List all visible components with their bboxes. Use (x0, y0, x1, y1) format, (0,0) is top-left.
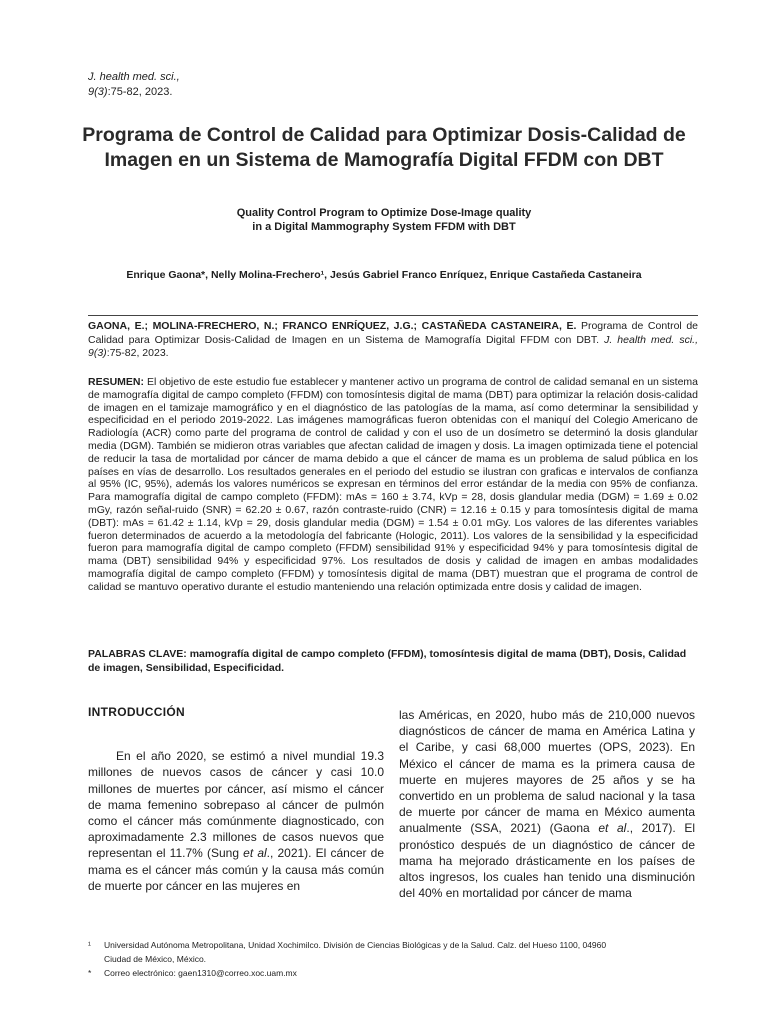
citation-text: Programa de Control de Calidad para Optimizar Dosis-Calidad de Imagen en un Sistema de Mamografía Digital FFDM con DBT. (88, 320, 698, 346)
author-list: Enrique Gaona*, Nelly Molina-Frechero¹, Jesús Gabriel Franco Enríquez, Enrique Castañeda Castaneira (126, 269, 642, 281)
journal-pages-year: :75-82, 2023. (107, 86, 173, 98)
citation-authors: GAONA, E.; MOLINA-FRECHERO, N.; FRANCO ENRÍQUEZ, J.G.; CASTAÑEDA CASTANEIRA, E. (88, 320, 577, 332)
section-heading: INTRODUCCIÓN (88, 705, 185, 719)
english-title (70, 206, 698, 234)
intro-paragraph-left: En el año 2020, se estimó a nivel mundial 19.3 millones de nuevos casos de cáncer y casi 10.0 millones de muertes por cáncer, así mismo el cáncer de mama femenino sobrepaso al cáncer de pulmón como el cáncer más comúnmente diagnosticado, con aproximadamente 2.3 millones de casos nuevos que representan el 11.7% (Sung et al., 2021). El cáncer de mama es el cáncer más común y la causa más común de muerte por cáncer en las mujeres en (88, 749, 384, 893)
citation-tail: :75-82, 2023. (106, 347, 169, 359)
english-title-line-2: in a Digital Mammography System FFDM with DBT (252, 221, 516, 233)
citation (88, 320, 698, 361)
citation-journal: J. health med. sci., 9(3) (88, 333, 698, 359)
abstract-text: El objetivo de este estudio fue establecer y mantener activo un programa de control de calidad semanal en un sistema de mamografía digital de campo completo (FFDM) con tomosíntesis digital de mama (DBT) para optimizar la relación dosis-calidad de imagen en el tamizaje mamográfico y en el diagnóstico de las patologías de la mama, así como determinar la sensibilidad y especificidad en el periodo 2019-2022. Las imágenes mamográficas fueron obtenidas con el maniquí del Colegio Americano de Radiología (ACR) como parte del programa de control de calidad y con el uso de un dosímetro se determinó la dosis glandular media (DGM). También se midieron otras variables que afectan calidad de imagen y dosis. La imagen optimizada tiene el potencial de reducir la tasa de mortalidad por cáncer de mama debido a que el cáncer de mama es un problema de salud pública en los países en vías de desarrollo. Los resultados generales en el periodo del estudio se ilustran con graficas e intervalos de confianza al 95% (IC, 95%), además los valores numéricos se expresan en términos del error estándar de la media con 95% de confianza. Para mamografía digital de campo completo (FFDM): mAs = 160 ± 3.74, kVp = 28, dosis glandular media (DGM) = 1.69 ± 0.02 mGy, razón señal-ruido (SNR) = 62.20 ± 0.67, razón contraste-ruido (CNR) = 12.16 ± 0.15 y para tomosíntesis digital de mama (DBT): mAs = 61.42 ± 1.14, kVp = 29, dosis glandular media (DGM) = 1.54 ± 0.01 mGy. Los valores de las diferentes variables fueron determinados de acuerdo a la metodología del fabricante (Hologic, 2011). Los valores de la sensibilidad y la especificidad fueron para mamografía digital de campo completo (FFDM) sensibilidad 91% y especificidad 94% y para tomosíntesis digital de mama (DBT) sensibilidad 94% y especificidad 97%. Los resultados de dosis y calidad de imagen en ambas modalidades mamografía digital de campo completo (FFDM) y tomosíntesis digital de mama (DBT) muestran que el programa de control de calidad se mantuvo operativo durante el estudio manteniendo una relación optimizada entre dosis y calidad de imagen. (88, 376, 698, 593)
footnote-mark: ¹ (88, 940, 91, 950)
abstract (88, 376, 698, 594)
column-left (88, 704, 384, 894)
english-title-line-1: Quality Control Program to Optimize Dose-Image quality (236, 207, 532, 219)
journal-reference (88, 70, 180, 100)
keywords: PALABRAS CLAVE: mamografía digital de campo completo (FFDM), tomosíntesis digital de mama (DBT), Dosis, Calidad de imagen, Sensibilidad, Especificidad. (88, 648, 687, 674)
journal-volume-line (88, 85, 180, 100)
paper-title: Programa de Control de Calidad para Optimizar Dosis-Calidad de Imagen en un Sistema de Mamografía Digital FFDM con DBT (82, 124, 686, 171)
column-right (399, 707, 695, 901)
abstract-label: RESUMEN: (88, 376, 145, 388)
journal-name: J. health med. sci., (88, 71, 180, 83)
footnote-email-text: Correo electrónico: gaen1310@correo.xoc.uam.mx (104, 968, 297, 978)
footnote-email (88, 966, 708, 980)
footnotes (88, 938, 708, 980)
footnote-affiliation (88, 938, 708, 952)
footnote-affiliation-cont: Ciudad de México, México. (104, 954, 207, 964)
journal-volume: 9(3) (88, 86, 108, 98)
footnote-text: Universidad Autónoma Metropolitana, Unidad Xochimilco. División de Ciencias Biológicas y de la Salud. Calz. del Hueso 1100, 04960 (104, 940, 607, 950)
divider (88, 315, 698, 316)
intro-paragraph-right: las Américas, en 2020, hubo más de 210,000 nuevos diagnósticos de cáncer de mama en América Latina y el Caribe, y casi 68,000 muertes (OPS, 2023). En México el cáncer de mama es la primera causa de muerte en mujeres mayores de 25 años y se ha convertido en un problema de salud nacional y la tasa de muerte por cáncer de mama en México aumenta anualmente (SSA, 2021) (Gaona et al., 2017). El pronóstico después de un diagnóstico de cáncer de mama ha mejorado drásticamente en los países de altos ingresos, los cuales han tenido una disminución del 40% en mortalidad por cáncer de mama (399, 708, 696, 901)
footnote-mark: * (88, 968, 92, 978)
